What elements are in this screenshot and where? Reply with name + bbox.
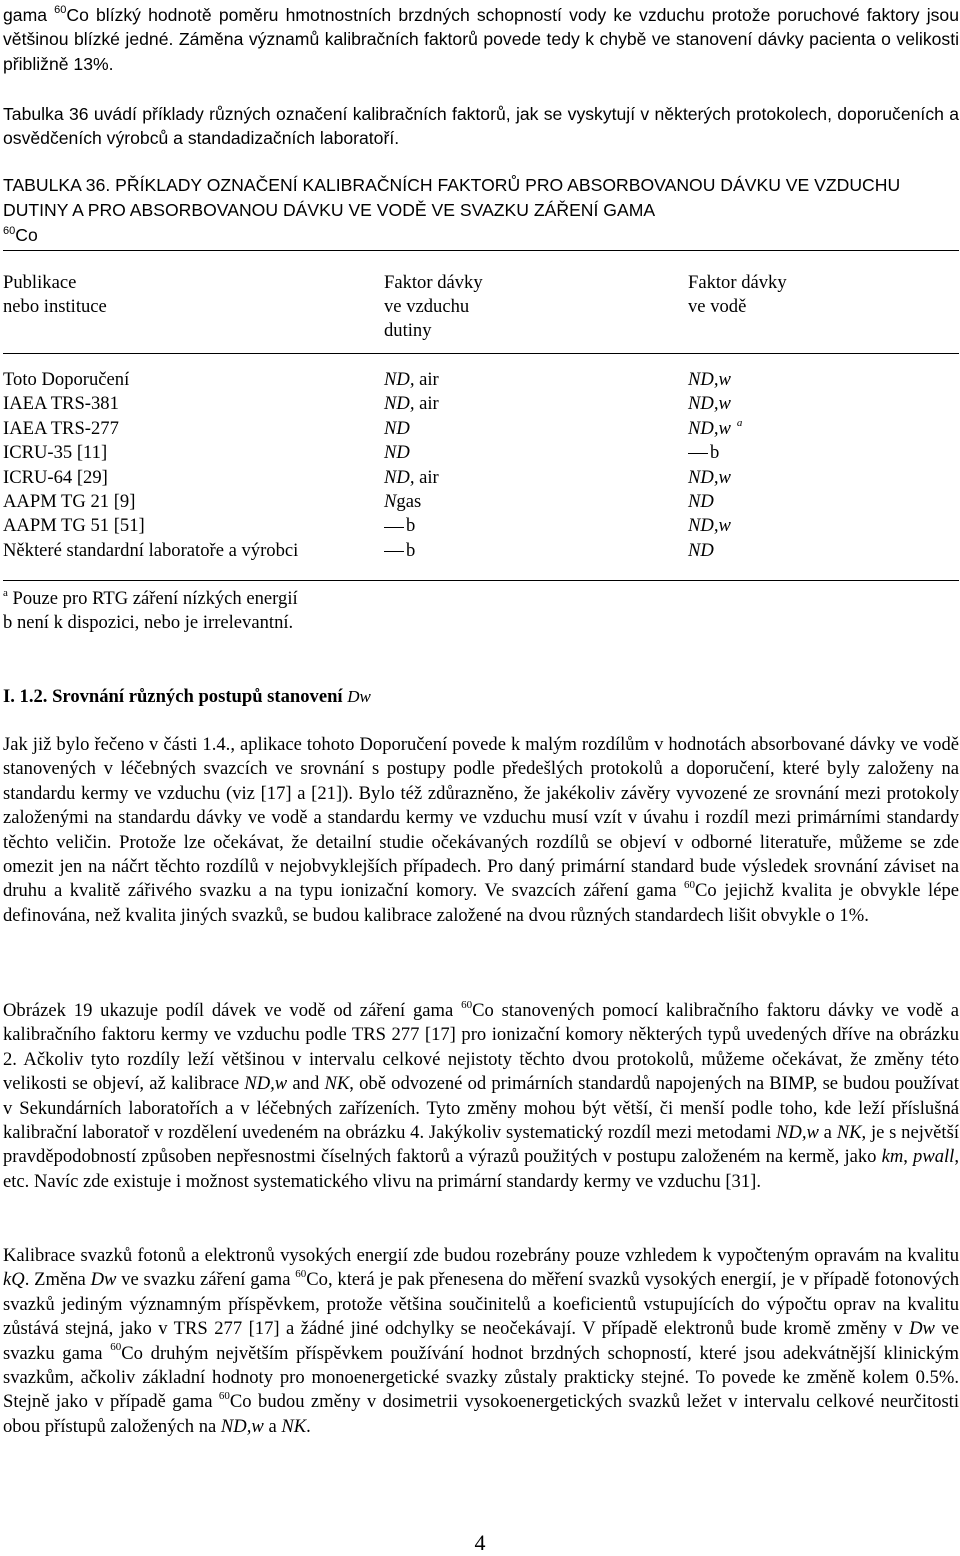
cell-air-factor bbox=[384, 539, 415, 563]
cell-water-symbol: ND bbox=[688, 491, 714, 512]
text-run: Co, která je pak přenesena do měření svazků vysokých energií, je v případě fotonových svazků jediným významným příspěvkem, protože většina součinitelů a koeficientů vstupujících do výpočtu oprav na kvalitu zůstává stejná, jako v TRS 277 [17] a žádné jiné odchylky se neočekávají. V případě elektronů bude kromě změny v bbox=[3, 1269, 959, 1340]
cell-air-symbol: b bbox=[406, 539, 416, 561]
cell-air-subscript: air bbox=[414, 369, 439, 390]
header-row-3 bbox=[3, 319, 959, 343]
intro-paragraph-1 bbox=[3, 3, 959, 76]
symbol-pwall: pwall bbox=[913, 1146, 955, 1168]
table-row bbox=[3, 539, 959, 563]
cell-water-factor bbox=[688, 466, 731, 490]
text-run: . bbox=[306, 1415, 311, 1437]
text-run: ve svazku gama bbox=[3, 1318, 959, 1364]
text-run: Co druhým největším příspěvkem používání hodnot brzdných schopností, které jsou adekvátnější klinickým svazkům, ačkoliv základní hodnoty pro monoenergetické svazky zůstaly prakticky stejné. To povede ke změně kolem 0.5%. Stejně jako v případě gama bbox=[3, 1342, 959, 1413]
header-air-factor-2: ve vzduchu bbox=[384, 296, 470, 317]
cell-water-factor bbox=[688, 392, 731, 416]
dash-mark bbox=[384, 551, 404, 552]
intro-paragraph-2: Tabulka 36 uvádí příklady různých označení kalibračních faktorů, jak se vyskytují v některých protokolech, doporučeních a osvědčeních výrobců a standadizačních laboratoří. bbox=[3, 104, 959, 149]
heading-symbol: Dw bbox=[347, 687, 371, 706]
cell-air-subscript: air bbox=[414, 393, 439, 415]
header-air-factor-3: dutiny bbox=[384, 320, 432, 341]
symbol-km: km bbox=[881, 1146, 904, 1168]
table-row bbox=[3, 392, 959, 416]
text-run: ve svazku záření gama bbox=[116, 1269, 296, 1291]
header-air-factor: Faktor dávky bbox=[384, 272, 483, 293]
footnote-mark: a bbox=[3, 586, 8, 599]
header-row-1 bbox=[3, 271, 959, 295]
cell-publication: IAEA TRS-277 bbox=[3, 417, 119, 439]
text-run: Co blízký hodnotě poměru hmotnostních brzdných schopností vody ke vzduchu protože poruchové faktory jsou většinou blízké jedné. Záměna významů kalibračních faktorů povede tedy k chybě ve stanovení dávky pacienta o velikosti přibližně 13%. bbox=[3, 5, 959, 74]
cell-air-factor bbox=[384, 514, 415, 538]
cell-water-symbol: ND,w bbox=[688, 417, 731, 439]
dash-mark bbox=[688, 453, 708, 454]
text-run: , obě odvozené od primárních standardů napojených na BIMP, se budou používat v Sekundárních laboratořích a v léčebných zařízeních. Tyto změny mohou být větší, či menší podle toho, kde leží příslušná kalibrační laboratoř v rozdělení uvedeném na obrázku 4. Jakýkoliv systematický rozdíl mezi metodami bbox=[3, 1073, 959, 1144]
superscript: 60 bbox=[295, 1268, 307, 1281]
symbol-nk: NK bbox=[836, 1122, 862, 1144]
superscript: 60 bbox=[110, 1341, 122, 1354]
cell-publication: ICRU-35 [11] bbox=[3, 442, 108, 464]
cell-air-factor bbox=[384, 368, 439, 392]
superscript: 60 bbox=[3, 224, 16, 237]
cell-water-factor bbox=[688, 514, 731, 538]
paragraph-comparison bbox=[3, 733, 959, 928]
cell-publication: Některé standardní laboratoře a výrobci bbox=[3, 539, 299, 561]
cell-air-subscript: air bbox=[414, 466, 439, 488]
caption-text-end: Co bbox=[15, 225, 38, 246]
header-publication-2: nebo instituce bbox=[3, 296, 107, 317]
cell-air-symbol: N bbox=[384, 491, 397, 512]
superscript: 60 bbox=[684, 879, 696, 892]
text-run: Co stanovených pomocí kalibračního faktoru dávky ve vodě a kalibračního faktoru kermy ve vzduchu podle TRS 277 [17] pro ionizační komory některých typů uvedených dříve na obrázku 2. Ačkoliv tyto rozdíly leží většinou v intervalu celkové nejistoty těchto dvou protokolů, můžeme očekávat, že změny této velikosti se objeví, až kalibrace bbox=[3, 1000, 959, 1095]
cell-water-factor bbox=[688, 368, 731, 392]
table-caption bbox=[3, 173, 959, 249]
table-bottom-rule bbox=[3, 580, 959, 581]
table-header-rule bbox=[3, 353, 959, 354]
symbol-nk: NK bbox=[324, 1073, 350, 1095]
text-run: a bbox=[263, 1415, 282, 1437]
dash-mark bbox=[384, 527, 404, 528]
text-run: Kalibrace svazků fotonů a elektronů vysokých energií zde budou rozebrány pouze vzhledem k vypočteným opravám na kvalitu bbox=[3, 1245, 959, 1266]
superscript: 60 bbox=[54, 4, 67, 17]
text-run: Jak již bylo řečeno v části 1.4., aplikace tohoto Doporučení povede k malým rozdílům v hodnotách absorbované dávky ve vodě stanovených v léčebných svazcích ve srovnání s postupy podle předešlých protokolů a doporučení, které byly založeny na standardu kermy ve vzduchu (viz [17] a [21]). Bylo též zdůrazněno, že jakékoliv závěry vyvozené ze srovnání mezi protokoly založenými na standardu dávky ve vodě a standardu kermy ve vzduchu musí vzít v úvahu i rozdíl mezi primárními standardy těchto veličin. Protože lze očekávat, že detailní studie očekávaných rozdílů se objeví v odborné literatuře, můžeme se zde omezit jen na náčrt těchto rozdílů v nejobvyklejších případech. Pro daný primární standard bude výsledek srovnání záviset na druhu a kvalitě zářivého svazku a na typu ionizační komory. Ve svazcích záření gama bbox=[3, 734, 959, 902]
cell-air-factor bbox=[384, 490, 421, 514]
cell-water-factor bbox=[688, 417, 742, 441]
text-run: , bbox=[903, 1146, 914, 1168]
symbol-ndw: ND,w bbox=[244, 1073, 288, 1095]
cell-water-symbol: ND bbox=[688, 539, 714, 561]
cell-air-subscript: gas bbox=[396, 491, 422, 512]
table-row bbox=[3, 514, 959, 538]
cell-air-symbol: ND, bbox=[384, 466, 415, 488]
cell-water-symbol: ND,w bbox=[688, 393, 731, 415]
footnote-b: b není k dispozici, nebo je irrelevantní. bbox=[3, 612, 294, 633]
table-footnotes bbox=[3, 587, 959, 635]
text-run: and bbox=[287, 1073, 325, 1095]
symbol-kq: kQ bbox=[3, 1269, 25, 1291]
table-row bbox=[3, 417, 959, 441]
text-run: , je s největší pravděpodobností způsoben nepřesnostmi číselných faktorů a výrazů použitých v postupu založeném na kermě, jako bbox=[3, 1122, 959, 1168]
text-run: a bbox=[818, 1122, 837, 1144]
cell-air-factor bbox=[384, 417, 410, 441]
page-number: 4 bbox=[474, 1530, 486, 1555]
heading-text: I. 1.2. Srovnání různých postupů stanovení bbox=[3, 686, 348, 707]
symbol-nk: NK bbox=[281, 1415, 307, 1437]
cell-water-factor bbox=[688, 441, 719, 465]
cell-air-symbol: ND, bbox=[384, 369, 415, 390]
cell-air-factor bbox=[384, 392, 439, 416]
header-water-factor-2: ve vodě bbox=[688, 296, 747, 317]
text-run: . Změna bbox=[24, 1269, 91, 1291]
superscript: 60 bbox=[461, 998, 473, 1011]
cell-publication: AAPM TG 51 [51] bbox=[3, 515, 145, 537]
cell-air-symbol: b bbox=[406, 515, 416, 537]
table-row bbox=[3, 466, 959, 490]
paragraph-calibration bbox=[3, 1244, 959, 1439]
caption-text: TABULKA 36. PŘÍKLADY OZNAČENÍ KALIBRAČNÍCH FAKTORŮ PRO ABSORBOVANOU DÁVKU VE VZDUCHU DUTINY A PRO ABSORBOVANOU DÁVKU VE VODĚ VE SVAZKU ZÁŘENÍ GAMA bbox=[3, 175, 901, 221]
header-water-factor: Faktor dávky bbox=[688, 272, 787, 293]
text-run: Co budou změny v dosimetrii vysokoenergetických svazků ležet v intervalu celkové neurčitosti obou přístupů založených na bbox=[3, 1391, 960, 1437]
cell-air-symbol: ND bbox=[384, 417, 410, 439]
cell-water-symbol: b bbox=[710, 442, 720, 464]
superscript: 60 bbox=[218, 1390, 230, 1403]
cell-water-factor bbox=[688, 539, 714, 563]
symbol-ndw: ND,w bbox=[776, 1122, 819, 1144]
text-run: gama bbox=[3, 5, 55, 25]
cell-air-factor bbox=[384, 441, 410, 465]
cell-water-symbol: ND,w bbox=[688, 466, 731, 488]
section-heading bbox=[3, 685, 959, 709]
header-publication: Publikace bbox=[3, 272, 77, 293]
header-row-2 bbox=[3, 295, 959, 319]
table-top-rule bbox=[3, 250, 959, 251]
cell-water-symbol: ND,w bbox=[688, 369, 731, 390]
symbol-dw: Dw bbox=[909, 1318, 935, 1340]
text-run: Obrázek 19 ukazuje podíl dávek ve vodě od záření gama bbox=[3, 1000, 462, 1021]
cell-publication: ICRU-64 [29] bbox=[3, 466, 108, 488]
cell-air-symbol: ND bbox=[384, 442, 410, 464]
cell-water-footnote-mark: a bbox=[736, 416, 743, 429]
text-run: , etc. Navíc zde existuje i možnost systematického vlivu na primární standardy kermy ve vzduchu [31]. bbox=[3, 1146, 959, 1192]
cell-air-factor bbox=[384, 466, 439, 490]
text-run: Co jejichž kvalita je obvykle lépe definována, než kvalita jiných svazků, se budou kalibrace založené na dvou různých standardech lišit obvykle o 1%. bbox=[3, 880, 959, 926]
table-row bbox=[3, 441, 959, 465]
table-row bbox=[3, 368, 959, 392]
cell-air-symbol: ND, bbox=[384, 393, 415, 415]
cell-water-factor bbox=[688, 490, 714, 514]
cell-publication: Toto Doporučení bbox=[3, 369, 130, 390]
table-row bbox=[3, 490, 959, 514]
symbol-ndw: ND,w bbox=[220, 1415, 264, 1437]
footnote-a: Pouze pro RTG záření nízkých energií bbox=[12, 588, 298, 609]
symbol-dw: Dw bbox=[90, 1269, 117, 1291]
paragraph-figure-19 bbox=[3, 999, 959, 1194]
cell-water-symbol: ND,w bbox=[688, 515, 731, 537]
cell-publication: AAPM TG 21 [9] bbox=[3, 491, 136, 512]
cell-publication: IAEA TRS-381 bbox=[3, 393, 119, 415]
